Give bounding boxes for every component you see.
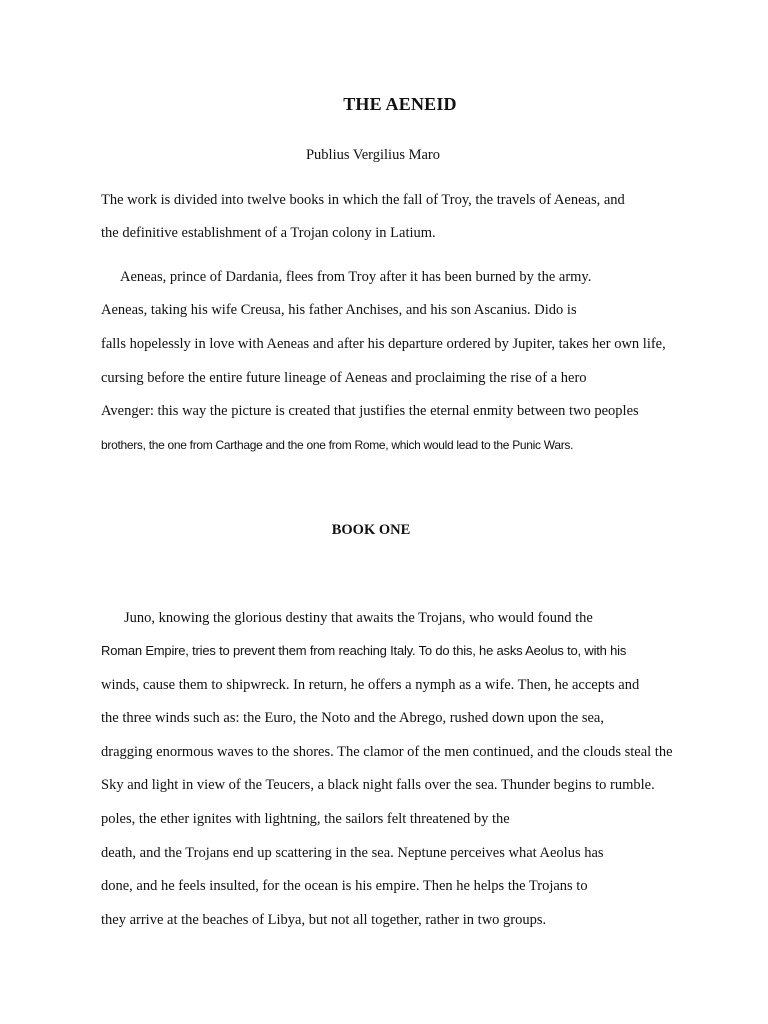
intro-line: The work is divided into twelve books in which the fall of Troy, the travels of Aeneas, and <box>101 192 625 208</box>
book-line: death, and the Trojans end up scattering in the sea. Neptune perceives what Aeolus has <box>101 845 604 861</box>
book-line: poles, the ether ignites with lightning, the sailors felt threatened by the <box>101 811 510 827</box>
document-author: Publius Vergilius Maro <box>305 147 440 163</box>
book-line: done, and he feels insulted, for the ocean is his empire. Then he helps the Trojans to <box>101 878 588 894</box>
book-heading: BOOK ONE <box>331 522 411 538</box>
book-line: Juno, knowing the glorious destiny that awaits the Trojans, who would found the <box>124 610 593 626</box>
summary-line: Aeneas, prince of Dardania, flees from Troy after it has been burned by the army. <box>120 269 592 285</box>
intro-line: the definitive establishment of a Trojan colony in Latium. <box>101 225 436 241</box>
book-line: Sky and light in view of the Teucers, a black night falls over the sea. Thunder begins to rumble. <box>101 777 655 793</box>
book-line: they arrive at the beaches of Libya, but not all together, rather in two groups. <box>101 912 547 928</box>
book-line: the three winds such as: the Euro, the Noto and the Abrego, rushed down upon the sea, <box>101 710 604 726</box>
book-line: Roman Empire, tries to prevent them from reaching Italy. To do this, he asks Aeolus to, with his <box>101 643 627 658</box>
book-line: winds, cause them to shipwreck. In return, he offers a nymph as a wife. Then, he accepts and <box>101 677 640 693</box>
summary-line: cursing before the entire future lineage of Aeneas and proclaiming the rise of a hero <box>101 370 587 386</box>
summary-line: brothers, the one from Carthage and the one from Rome, which would lead to the Punic Wars. <box>101 438 574 452</box>
summary-line: Avenger: this way the picture is created that justifies the eternal enmity between two peoples <box>101 403 639 419</box>
book-line: dragging enormous waves to the shores. The clamor of the men continued, and the clouds steal the <box>101 744 673 760</box>
summary-line: Aeneas, taking his wife Creusa, his father Anchises, and his son Ascanius. Dido is <box>101 302 577 318</box>
document-title: THE AENEID <box>343 94 457 114</box>
summary-line: falls hopelessly in love with Aeneas and after his departure ordered by Jupiter, takes her own life, <box>101 336 666 352</box>
